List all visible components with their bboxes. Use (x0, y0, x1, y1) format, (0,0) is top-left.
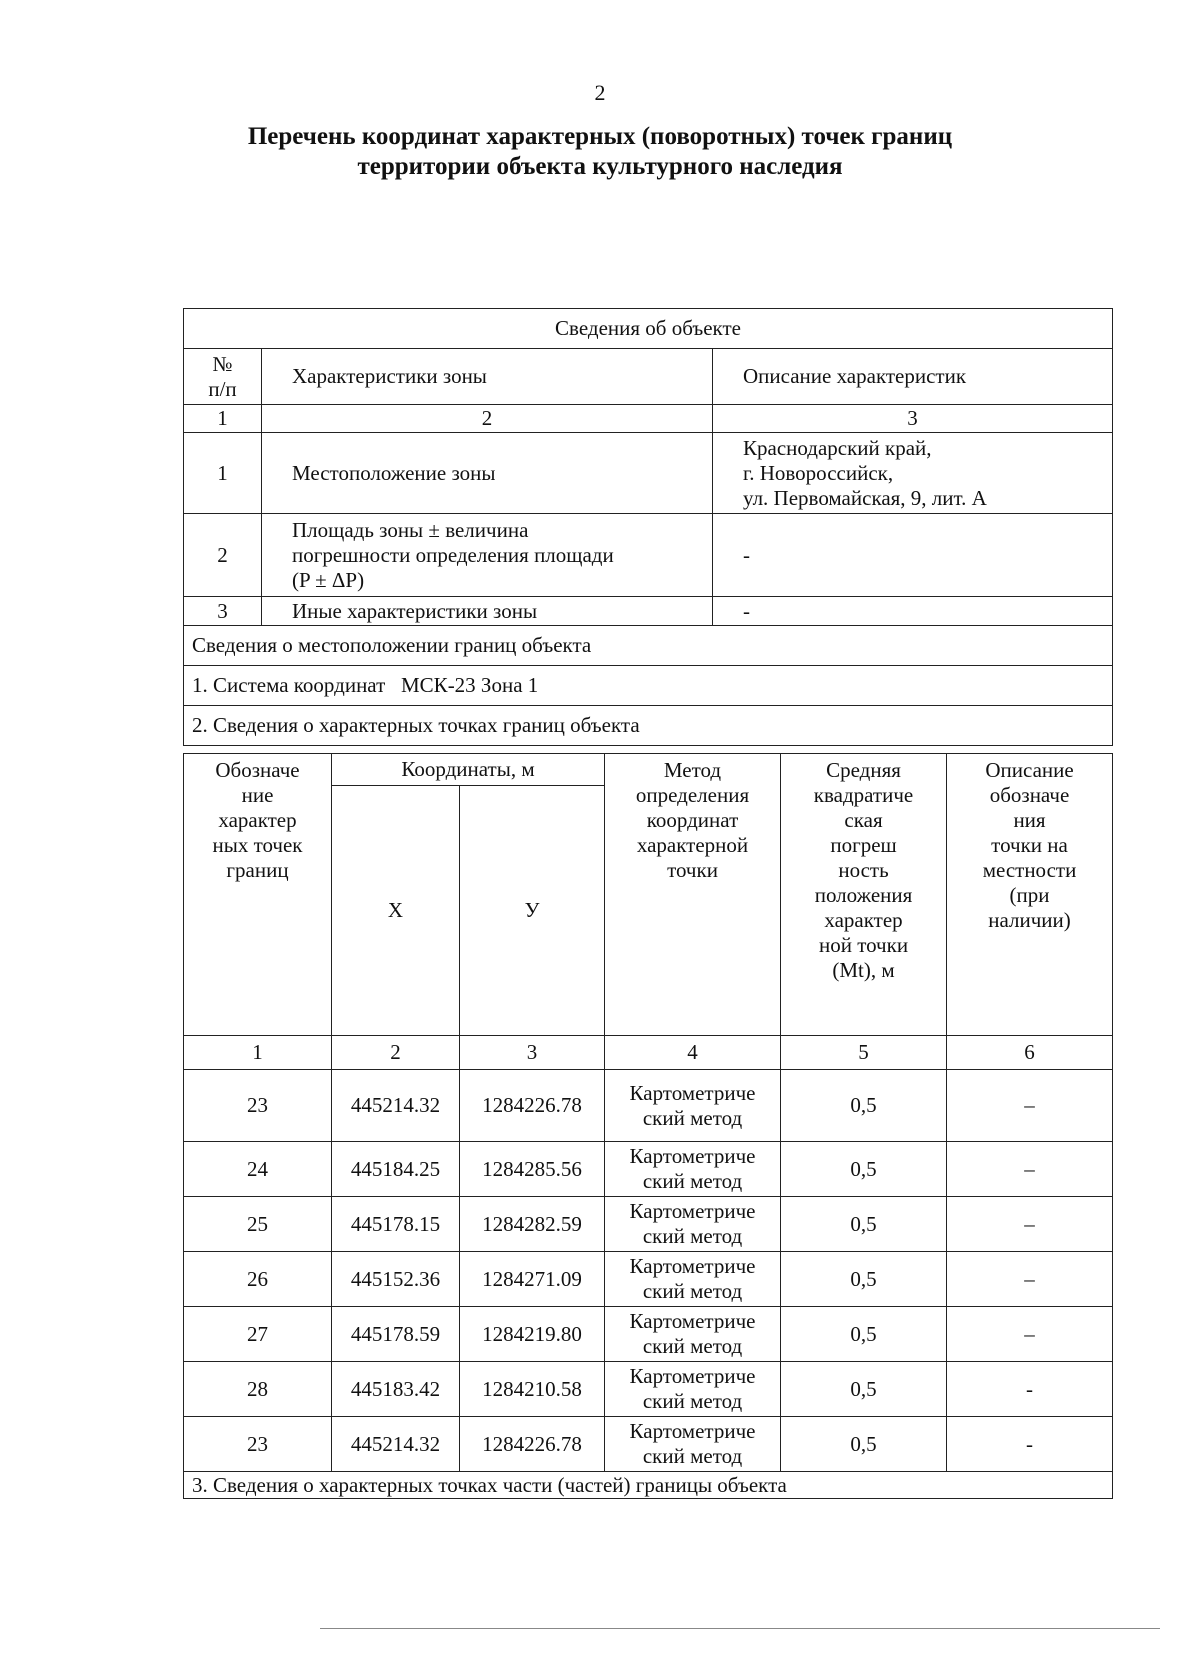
coord-system: 1. Система координат МСК-23 Зона 1 (184, 666, 1113, 706)
point-id: 28 (184, 1362, 332, 1417)
characteristic-cell: Местоположение зоны (262, 433, 713, 514)
point-id: 26 (184, 1252, 332, 1307)
coord-system-row (184, 666, 1113, 706)
characteristic-cell (262, 514, 713, 597)
point-method: Картометриче ский метод (605, 1362, 781, 1417)
point-method: Картометриче ский метод (605, 1252, 781, 1307)
point-y: 1284285.56 (460, 1142, 605, 1197)
col-number-header: № п/п (184, 349, 262, 405)
points-header-row (184, 706, 1113, 746)
col-method-header: Метод определения координат характерной точки (605, 754, 781, 1036)
point-x: 445214.32 (332, 1070, 460, 1142)
point-id: 23 (184, 1070, 332, 1142)
point-id: 27 (184, 1307, 332, 1362)
row-number: 3 (184, 597, 262, 626)
point-x: 445184.25 (332, 1142, 460, 1197)
point-y: 1284210.58 (460, 1362, 605, 1417)
characteristic-line: погрешности определения площади (292, 542, 614, 567)
parts-header: 3. Сведения о характерных точках части (частей) границы объекта (184, 1472, 1113, 1499)
description-cell: - (713, 514, 1113, 597)
point-method: Картометриче ский метод (605, 1142, 781, 1197)
point-error: 0,5 (781, 1252, 947, 1307)
table-row (184, 1070, 1113, 1142)
object-info-header: Сведения об объекте (184, 309, 1113, 349)
point-x: 445183.42 (332, 1362, 460, 1417)
col-error-header: Средняя квадратиче ская погреш ность положения характер ной точки (Mt), м (781, 754, 947, 1036)
description-cell (713, 433, 1113, 514)
location-header: Сведения о местоположении границ объекта (184, 626, 1113, 666)
point-description: – (947, 1252, 1113, 1307)
row-number: 2 (184, 514, 262, 597)
description-cell: - (713, 597, 1113, 626)
point-x: 445214.32 (332, 1417, 460, 1472)
table-row (184, 1417, 1113, 1472)
index-cell: 5 (781, 1036, 947, 1070)
object-info-table (183, 308, 1113, 746)
point-method: Картометриче ский метод (605, 1070, 781, 1142)
point-description: – (947, 1070, 1113, 1142)
point-method: Картометриче ский метод (605, 1197, 781, 1252)
point-y: 1284226.78 (460, 1070, 605, 1142)
point-error: 0,5 (781, 1417, 947, 1472)
point-y: 1284219.80 (460, 1307, 605, 1362)
col-point-description-header: Описание обозначе ния точки на местности (при наличии) (947, 754, 1113, 1036)
page-title (0, 122, 1200, 182)
point-description: - (947, 1417, 1113, 1472)
point-description: – (947, 1142, 1113, 1197)
point-x: 445152.36 (332, 1252, 460, 1307)
table-row (184, 597, 1113, 626)
index-cell: 2 (262, 405, 713, 433)
row-number: 1 (184, 433, 262, 514)
point-error: 0,5 (781, 1307, 947, 1362)
index-cell: 3 (713, 405, 1113, 433)
point-description: – (947, 1307, 1113, 1362)
object-info-index-row (184, 405, 1113, 433)
point-y: 1284226.78 (460, 1417, 605, 1472)
col-characteristics-header: Характеристики зоны (262, 349, 713, 405)
points-columns-row (184, 754, 1113, 786)
page-number: 2 (594, 80, 606, 105)
title-line-1: Перечень координат характерных (поворотных) точек границ (247, 123, 953, 150)
table-row (184, 1197, 1113, 1252)
point-id: 23 (184, 1417, 332, 1472)
index-cell: 4 (605, 1036, 781, 1070)
table-row (184, 1252, 1113, 1307)
object-info-header-row (184, 309, 1113, 349)
table-row (184, 1307, 1113, 1362)
table-row (184, 514, 1113, 597)
point-method: Картометриче ский метод (605, 1307, 781, 1362)
points-table (183, 753, 1113, 1499)
point-x: 445178.59 (332, 1307, 460, 1362)
point-error: 0,5 (781, 1362, 947, 1417)
index-cell: 2 (332, 1036, 460, 1070)
points-header: 2. Сведения о характерных точках границ объекта (184, 706, 1113, 746)
table-row (184, 433, 1113, 514)
description-line: ул. Первомайская, 9, лит. А (743, 485, 987, 510)
parts-header-row (184, 1472, 1113, 1499)
characteristic-cell: Иные характеристики зоны (262, 597, 713, 626)
col-point-label-header: Обозначе ние характер ных точек границ (184, 754, 332, 1036)
index-cell: 1 (184, 1036, 332, 1070)
bottom-divider (320, 1628, 1160, 1629)
col-x-header: X (332, 786, 460, 1036)
object-info-columns-row (184, 349, 1113, 405)
table-row (184, 1362, 1113, 1417)
characteristic-line: (P ± ΔP) (292, 567, 365, 592)
point-error: 0,5 (781, 1142, 947, 1197)
characteristic-line: Площадь зоны ± величина (292, 517, 529, 542)
point-y: 1284271.09 (460, 1252, 605, 1307)
index-cell: 1 (184, 405, 262, 433)
col-coordinates-header: Координаты, м (332, 754, 605, 786)
point-description: – (947, 1197, 1113, 1252)
table-row (184, 1142, 1113, 1197)
title-line-2: территории объекта культурного наследия (357, 153, 843, 180)
col-description-header: Описание характеристик (713, 349, 1113, 405)
points-index-row (184, 1036, 1113, 1070)
point-method: Картометриче ский метод (605, 1417, 781, 1472)
point-error: 0,5 (781, 1070, 947, 1142)
description-line: Краснодарский край, (743, 435, 932, 460)
index-cell: 3 (460, 1036, 605, 1070)
index-cell: 6 (947, 1036, 1113, 1070)
point-error: 0,5 (781, 1197, 947, 1252)
point-description: - (947, 1362, 1113, 1417)
point-id: 24 (184, 1142, 332, 1197)
col-y-header: У (460, 786, 605, 1036)
point-x: 445178.15 (332, 1197, 460, 1252)
point-id: 25 (184, 1197, 332, 1252)
point-y: 1284282.59 (460, 1197, 605, 1252)
location-header-row (184, 626, 1113, 666)
description-line: г. Новороссийск, (743, 460, 894, 485)
